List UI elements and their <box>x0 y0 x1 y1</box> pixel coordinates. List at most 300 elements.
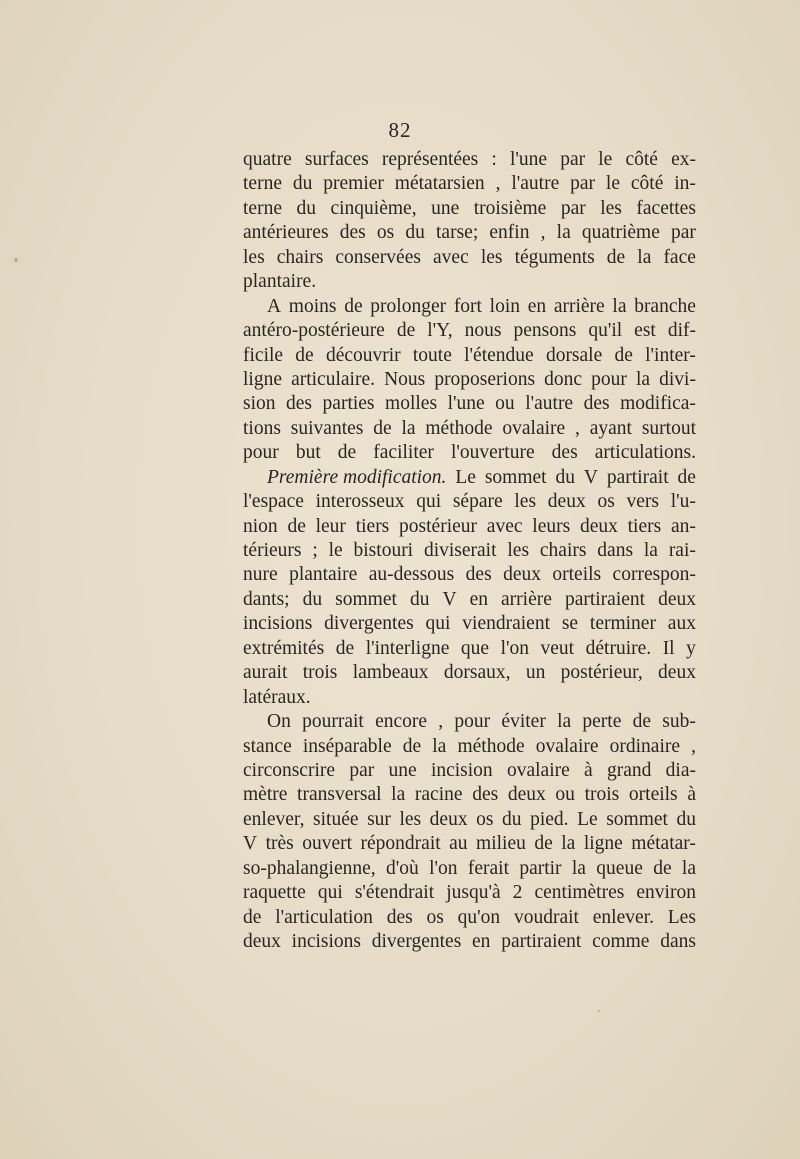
word: du <box>676 808 696 830</box>
word: en <box>469 588 488 610</box>
word: A <box>267 295 282 317</box>
body-text <box>243 148 696 954</box>
text-line <box>243 148 696 172</box>
word: voudrait <box>513 906 579 928</box>
text-line <box>243 319 696 343</box>
word: diviserait <box>423 540 497 561</box>
word: nure <box>243 564 278 586</box>
word: ovalaire <box>535 735 599 757</box>
text-line <box>243 466 696 490</box>
word: de <box>677 466 696 488</box>
text-line <box>243 344 696 368</box>
text-line <box>243 710 696 734</box>
text-line <box>243 197 696 221</box>
word: s'étendrait <box>354 882 435 904</box>
word: quatrième <box>581 222 660 244</box>
word: tiers <box>627 515 662 537</box>
word: de <box>653 857 672 879</box>
word: le <box>605 173 620 195</box>
word: y <box>686 637 696 659</box>
text-line <box>243 392 696 416</box>
word: ayant <box>589 417 632 439</box>
text-line <box>243 808 696 832</box>
word: surtout <box>641 417 696 439</box>
word: facettes <box>636 197 696 219</box>
word: l'on <box>500 637 529 659</box>
word: de <box>344 295 363 317</box>
word: des <box>286 393 313 415</box>
word: se <box>561 613 579 635</box>
word: On <box>267 711 291 733</box>
word: ligne <box>243 368 282 390</box>
text-line <box>243 881 696 905</box>
word: ficile <box>243 344 284 366</box>
text-line <box>243 759 696 783</box>
word: veut <box>540 637 575 659</box>
word: de <box>373 417 392 439</box>
word: l'Y, <box>427 320 453 342</box>
word: mètre <box>243 784 288 806</box>
word: interosseux <box>315 491 405 513</box>
word: deux <box>658 588 696 610</box>
word: de <box>396 320 416 342</box>
word: du <box>502 808 522 830</box>
italic-heading: Première modification. <box>267 466 447 488</box>
word: grand <box>606 759 652 781</box>
word: Nous <box>384 368 426 390</box>
word: os <box>476 808 494 830</box>
text-line <box>243 612 696 636</box>
word: V <box>243 833 258 855</box>
word: des <box>583 393 610 415</box>
word: , <box>495 173 501 195</box>
word: , <box>540 222 546 244</box>
text-line <box>243 588 696 612</box>
word: le <box>598 149 613 170</box>
word: par <box>560 149 586 170</box>
text-line <box>243 441 696 465</box>
word: térieurs <box>243 540 302 561</box>
word: de <box>606 246 626 268</box>
word: la <box>432 735 447 757</box>
word: sur <box>367 808 391 830</box>
word: V <box>442 588 457 610</box>
word: prolonger <box>370 295 447 317</box>
word: du <box>555 466 575 488</box>
text-line <box>243 637 696 661</box>
word: deux <box>507 784 546 806</box>
word: Le <box>455 466 476 488</box>
word: viendraient <box>462 613 550 635</box>
word: du <box>409 588 430 610</box>
word: les <box>480 246 503 268</box>
word: trois <box>584 784 620 806</box>
word: l'articulation <box>275 906 373 928</box>
word: pour <box>243 442 279 464</box>
word: dif- <box>667 320 696 342</box>
word: bistouri <box>353 540 414 561</box>
text-line <box>243 270 696 294</box>
word: sépare <box>452 491 503 513</box>
word: partir <box>519 857 562 879</box>
word: articulaire. <box>291 368 375 390</box>
word: en <box>472 931 491 952</box>
word: troisième <box>473 197 547 219</box>
word: par <box>570 173 596 195</box>
word: du <box>292 173 313 195</box>
text-line <box>243 686 696 710</box>
word: la <box>401 417 416 439</box>
text-line <box>243 515 696 539</box>
word: à <box>584 759 593 781</box>
paper-spot <box>598 1010 600 1012</box>
word: deux <box>243 931 281 952</box>
word: comme <box>592 931 650 952</box>
word: ouvert <box>302 833 353 855</box>
word: l'inter- <box>645 344 696 366</box>
word: moins <box>288 295 337 317</box>
word: sommet <box>606 808 668 830</box>
word: les <box>600 197 622 219</box>
word: deux <box>658 662 696 684</box>
word: qu'on <box>457 906 501 928</box>
word: Il <box>662 637 675 659</box>
word: sub- <box>662 711 696 733</box>
word: face <box>663 246 696 268</box>
word: qui <box>317 882 343 904</box>
word: incisions <box>243 613 313 635</box>
word: la <box>556 222 571 244</box>
word: est <box>634 320 656 342</box>
word: des <box>465 564 492 586</box>
word: l'ouverture <box>450 442 535 464</box>
word: inséparable <box>302 735 392 757</box>
word: nion <box>243 515 278 537</box>
text-line <box>243 832 696 856</box>
word: extrémités <box>243 637 325 659</box>
word: située <box>313 808 359 830</box>
word: but <box>295 442 321 464</box>
word: des <box>339 222 366 244</box>
word: leur <box>315 515 346 537</box>
word: orteils <box>628 784 678 806</box>
word: queue <box>596 857 643 879</box>
word: modifica- <box>620 393 696 415</box>
word: postérieur, <box>560 662 643 684</box>
word: la <box>643 540 658 561</box>
word: à <box>687 784 696 806</box>
word: deux <box>579 515 618 537</box>
word: terne <box>243 173 282 195</box>
word: méthode <box>457 735 525 757</box>
word: l'étendue <box>464 344 534 366</box>
word: de <box>243 906 262 928</box>
word: an- <box>670 515 696 537</box>
word: arrière <box>501 588 552 610</box>
word: surfaces <box>304 149 369 170</box>
word: aurait <box>243 662 288 684</box>
word: sion <box>243 393 276 415</box>
word: téguments <box>514 246 595 268</box>
text-line <box>243 490 696 514</box>
word: toute <box>412 344 452 366</box>
word: méthode <box>425 417 493 439</box>
word: divi- <box>659 368 696 390</box>
word: plantaire <box>289 564 358 586</box>
word: côté <box>630 173 664 195</box>
word: l'u- <box>670 491 696 513</box>
word: deux <box>547 491 586 513</box>
text-line <box>243 368 696 392</box>
word: détruire. <box>585 637 652 659</box>
word: la <box>681 857 696 879</box>
word: orteils <box>552 564 602 586</box>
word: pensons <box>513 320 577 342</box>
word: premier <box>323 173 384 195</box>
word: encore <box>375 711 428 733</box>
word: avec <box>486 515 523 537</box>
text-line <box>243 857 696 881</box>
text-line <box>243 563 696 587</box>
word: pied. <box>530 808 569 830</box>
word: au-dessous <box>368 564 455 586</box>
word: latéraux. <box>243 686 311 708</box>
word: chairs <box>276 246 324 268</box>
word: ordinaire <box>609 735 681 757</box>
word: 2 <box>512 882 523 904</box>
word: divergentes <box>324 613 414 635</box>
word: suivantes <box>290 417 364 439</box>
word: qui <box>425 613 451 635</box>
word: stance <box>243 735 292 757</box>
word: des <box>386 906 413 928</box>
word: en <box>527 295 547 317</box>
word: par <box>560 197 586 219</box>
word: deux <box>429 808 468 830</box>
word: terne <box>243 197 282 219</box>
word: métatar- <box>631 833 696 855</box>
word: les <box>243 246 265 268</box>
word: deux <box>503 564 541 586</box>
word: terminer <box>589 613 656 635</box>
text-line <box>243 783 696 807</box>
word: environ <box>636 882 696 904</box>
word: partiraient <box>501 931 582 952</box>
word: conservées <box>335 246 421 268</box>
word: la <box>561 833 576 855</box>
word: in- <box>674 173 696 195</box>
word: incisions <box>291 931 361 952</box>
word: Les <box>667 906 696 928</box>
word: circonscrire <box>243 759 336 781</box>
word: de <box>295 344 314 366</box>
word: perte <box>582 711 622 733</box>
word: plantaire. <box>243 271 317 293</box>
word: donc <box>544 368 583 390</box>
word: partirait <box>606 466 669 488</box>
word: du <box>296 197 316 219</box>
text-line <box>243 906 696 930</box>
word: une <box>431 197 460 219</box>
word: pour <box>591 368 627 390</box>
word: vers <box>626 491 660 513</box>
word: du <box>405 222 425 244</box>
word: proposerions <box>434 368 536 390</box>
word: milieu <box>476 833 526 855</box>
word: antérieures <box>243 222 329 244</box>
word: la <box>571 857 586 879</box>
word: parties <box>322 393 375 415</box>
word: branche <box>634 295 696 317</box>
word: l'espace <box>243 491 304 513</box>
word: très <box>265 833 294 855</box>
word: : <box>491 149 497 170</box>
word: ou <box>495 393 515 415</box>
word: un <box>525 662 546 684</box>
word: os <box>376 222 395 244</box>
word: jusqu'à <box>446 882 501 904</box>
word: transversal <box>297 784 382 806</box>
word: postérieur <box>399 515 478 537</box>
word: ferait <box>467 857 509 879</box>
word: Le <box>577 808 598 830</box>
word: avec <box>433 246 469 268</box>
text-line <box>243 172 696 196</box>
word: que <box>460 637 490 659</box>
word: sommet <box>335 588 397 610</box>
word: arrière <box>553 295 605 317</box>
word: des <box>551 442 578 464</box>
word: lambeaux <box>352 662 429 684</box>
word: la <box>612 295 627 317</box>
word: dia- <box>665 759 696 781</box>
paper-spot <box>14 258 18 262</box>
word: les <box>399 808 422 830</box>
word: ovalaire <box>506 759 570 781</box>
word: pourrait <box>302 711 364 733</box>
word: tions <box>243 417 281 439</box>
word: représentées <box>381 149 479 170</box>
word: enfin <box>489 222 530 244</box>
word: l'autre <box>525 393 574 415</box>
word: la <box>557 711 572 733</box>
word: sommet <box>484 466 547 488</box>
text-line <box>243 246 696 270</box>
text-line <box>243 417 696 441</box>
word: côté <box>625 149 658 170</box>
word: articulations. <box>594 442 696 464</box>
word: rai- <box>668 540 696 561</box>
word: divergentes <box>371 931 462 952</box>
word: de <box>287 515 306 537</box>
word: dorsale <box>545 344 603 366</box>
word: du <box>302 588 323 610</box>
word: , <box>691 735 696 757</box>
word: l'une <box>509 149 548 170</box>
word: l'on <box>429 857 458 879</box>
word: par <box>671 222 696 244</box>
word: ou <box>555 784 575 806</box>
word: V <box>583 466 598 488</box>
word: partiraient <box>564 588 646 610</box>
word: au <box>449 833 468 855</box>
word: la <box>635 368 651 390</box>
text-line <box>243 930 696 954</box>
word: incision <box>430 759 493 781</box>
page-number: 82 <box>388 118 412 142</box>
word: dans <box>660 931 696 952</box>
word: os <box>426 906 444 928</box>
word: , <box>438 711 444 733</box>
word: molles <box>385 393 438 415</box>
word: fort <box>453 295 482 317</box>
word: de <box>337 442 357 464</box>
word: ex- <box>671 149 696 170</box>
text-line <box>243 295 696 319</box>
text-line <box>243 539 696 563</box>
word: l'autre <box>511 173 560 195</box>
word: centimètres <box>534 882 625 904</box>
word: ligne <box>583 833 623 855</box>
word: une <box>388 759 417 781</box>
word: raquette <box>243 882 306 904</box>
word: pour <box>454 711 491 733</box>
word: de <box>614 344 633 366</box>
word: les <box>514 491 537 513</box>
word: éviter <box>501 711 546 733</box>
word: qu'il <box>588 320 623 342</box>
text-line <box>243 661 696 685</box>
word: qui <box>416 491 442 513</box>
word: so-phalangienne, <box>243 857 376 879</box>
word: trois <box>302 662 338 684</box>
word: la <box>391 784 406 806</box>
text-line <box>243 735 696 759</box>
word: dans <box>597 540 634 561</box>
word: les <box>507 540 530 561</box>
word: loin <box>489 295 521 317</box>
word: enlever. <box>592 906 654 928</box>
word: de <box>335 637 355 659</box>
word: os <box>597 491 615 513</box>
word: l'une <box>447 393 485 415</box>
word: cinquième, <box>330 197 417 219</box>
text-line <box>243 221 696 245</box>
word: , <box>575 417 580 439</box>
word: de <box>402 735 422 757</box>
word: le <box>328 540 343 561</box>
word: tarse; <box>436 222 479 244</box>
word: nous <box>464 320 502 342</box>
word: l'interligne <box>365 637 450 659</box>
word: la <box>637 246 652 268</box>
word: ovalaire <box>502 417 566 439</box>
word: des <box>472 784 499 806</box>
word: répondrait <box>360 833 441 855</box>
word: quatre <box>243 149 292 170</box>
word: d'où <box>386 857 419 879</box>
word: par <box>349 759 375 781</box>
word: leurs <box>532 515 571 537</box>
word: de <box>534 833 553 855</box>
word: antéro-postérieure <box>243 320 385 342</box>
word: chairs <box>539 540 587 561</box>
word: tiers <box>355 515 390 537</box>
word: racine <box>414 784 463 806</box>
word: métatarsien <box>394 173 485 195</box>
word: dants; <box>243 588 290 610</box>
word: correspon- <box>612 564 696 586</box>
